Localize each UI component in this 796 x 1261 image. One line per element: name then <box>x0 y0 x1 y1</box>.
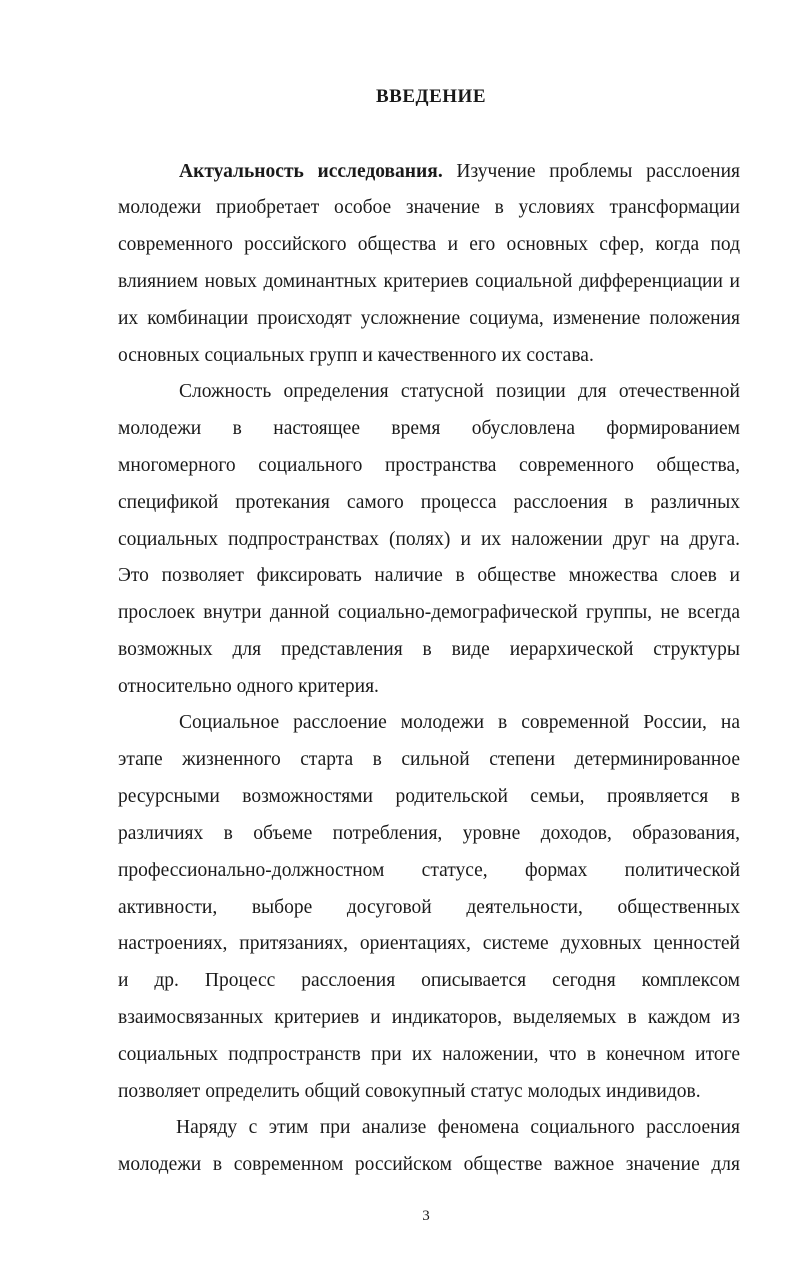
lead-phrase: Актуальность исследования. <box>179 161 443 182</box>
paragraph-line: относительно одного критерия. <box>118 676 379 697</box>
paragraph-line: различиях в объеме потребления, уровне доходов, образования, <box>118 823 740 844</box>
paragraph-line: современного российского общества и его основных сфер, когда под <box>118 234 740 255</box>
paragraph-line: возможных для представления в виде иерархической структуры <box>118 639 740 660</box>
paragraph-line: молодежи приобретает особое значение в условиях трансформации <box>118 197 740 218</box>
paragraph-line: их комбинации происходят усложнение социума, изменение положения <box>118 308 740 329</box>
paragraph-line: ресурсными возможностями родительской семьи, проявляется в <box>118 786 740 807</box>
page-title: ВВЕДЕНИЕ <box>376 86 486 107</box>
paragraph-line: основных социальных групп и качественного их состава. <box>118 345 594 366</box>
paragraph-line: Сложность определения статусной позиции для отечественной <box>179 381 740 402</box>
paragraph-line: Это позволяет фиксировать наличие в обществе множества слоев и <box>118 565 740 586</box>
paragraph-line: этапе жизненного старта в сильной степени детерминированное <box>118 749 740 770</box>
paragraph-line: многомерного социального пространства современного общества, <box>118 455 740 476</box>
paragraph-line: влиянием новых доминантных критериев социальной дифференциации и <box>118 271 740 292</box>
paragraph-line: спецификой протекания самого процесса расслоения в различных <box>118 492 740 513</box>
paragraph-text: Изучение проблемы расслоения <box>442 161 740 182</box>
paragraph-line <box>179 154 740 190</box>
page-number: 3 <box>422 1208 430 1224</box>
paragraph-line: прослоек внутри данной социально-демографической группы, не всегда <box>118 602 740 623</box>
paragraph-line: активности, выборе досуговой деятельности, общественных <box>118 897 740 918</box>
paragraph-line: профессионально-должностном статусе, формах политической <box>118 860 740 881</box>
paragraph-line: и др. Процесс расслоения описывается сегодня комплексом <box>118 970 740 991</box>
paragraph-line: позволяет определить общий совокупный статус молодых индивидов. <box>118 1081 701 1102</box>
paragraph-line: молодежи в современном российском обществе важное значение для <box>118 1154 740 1175</box>
paragraph-line: социальных подпространств при их наложении, что в конечном итоге <box>118 1044 740 1065</box>
paragraph-line: взаимосвязанных критериев и индикаторов, выделяемых в каждом из <box>118 1007 740 1028</box>
paragraph-line: Наряду с этим при анализе феномена социального расслоения <box>176 1117 740 1138</box>
paragraph-line: настроениях, притязаниях, ориентациях, системе духовных ценностей <box>118 933 740 954</box>
paragraph-line: Социальное расслоение молодежи в современной России, на <box>179 712 740 733</box>
paragraph-line: молодежи в настоящее время обусловлена формированием <box>118 418 740 439</box>
paragraph-line: социальных подпространствах (полях) и их наложении друг на друга. <box>118 529 740 550</box>
